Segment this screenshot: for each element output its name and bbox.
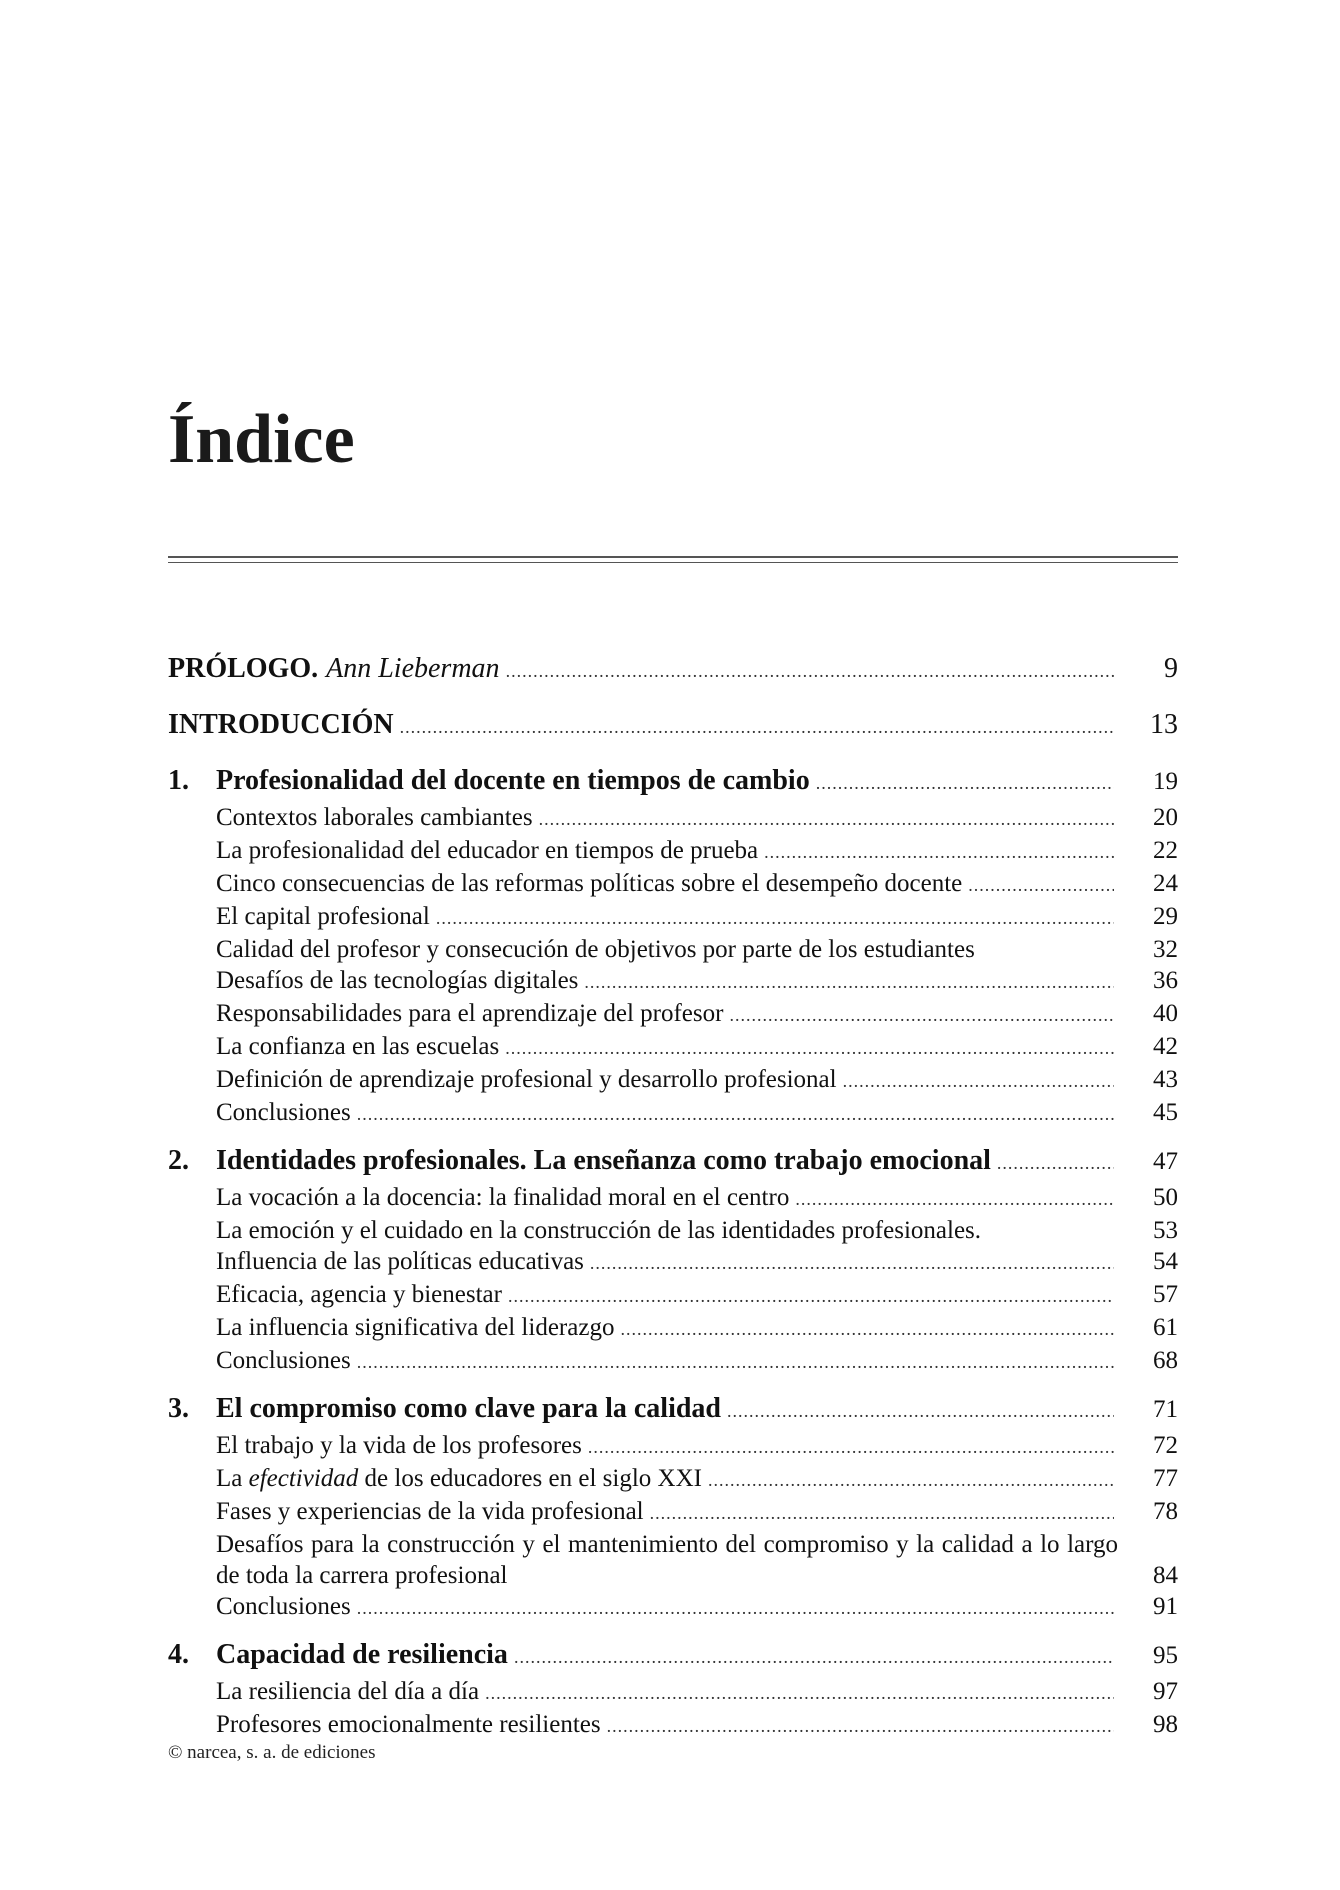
toc-section[interactable]: [168, 1279, 1178, 1312]
dot-leader: [539, 804, 1114, 835]
toc-page-number: 68: [1153, 1347, 1178, 1374]
toc-page-number: 95: [1153, 1642, 1178, 1669]
dot-leader: [505, 1033, 1114, 1064]
toc-chapter-4[interactable]: [168, 1636, 1178, 1676]
toc-chapter-3[interactable]: [168, 1390, 1178, 1430]
toc-section[interactable]: [168, 1529, 1178, 1591]
toc-section[interactable]: [168, 1031, 1178, 1064]
title-divider-top: [168, 556, 1178, 558]
dot-leader: [997, 1144, 1114, 1182]
section-title: Conclusiones: [216, 1347, 351, 1374]
toc-page-number: 98: [1153, 1711, 1178, 1738]
toc-page-number: 9: [1164, 653, 1178, 684]
toc-page-number: 57: [1153, 1281, 1178, 1308]
toc-section[interactable]: [168, 1064, 1178, 1097]
toc-section[interactable]: [168, 1430, 1178, 1463]
toc-section[interactable]: [168, 1097, 1178, 1130]
section-title: La confianza en las escuelas: [216, 1033, 500, 1060]
chapter-title: El compromiso como clave para la calidad: [216, 1393, 721, 1424]
toc-page-number: 61: [1153, 1314, 1178, 1341]
toc-section[interactable]: [168, 1246, 1178, 1279]
section-title: Contextos laborales cambiantes: [216, 804, 533, 831]
chapter-number: 2.: [168, 1145, 189, 1176]
toc-entry-author: Ann Lieberman: [326, 653, 500, 684]
section-title: La profesionalidad del educador en tiempos de prueba: [216, 837, 759, 864]
dot-leader: [400, 708, 1114, 746]
toc-page-number: 50: [1153, 1184, 1178, 1211]
toc-section[interactable]: [168, 835, 1178, 868]
section-title: Influencia de las políticas educativas: [216, 1248, 584, 1275]
toc-page-number: 32: [1153, 936, 1178, 963]
toc-section[interactable]: [168, 1182, 1178, 1215]
section-title-part: de los educadores en el siglo XXI: [358, 1465, 702, 1492]
toc-page-number: 13: [1150, 709, 1178, 740]
dot-leader: [607, 1711, 1114, 1742]
dot-leader: [620, 1314, 1114, 1345]
section-title: Conclusiones: [216, 1593, 351, 1620]
toc-entry-introduction[interactable]: [168, 706, 1178, 746]
toc-page-number: 53: [1153, 1217, 1178, 1244]
copyright-footer: © narcea, s. a. de ediciones: [168, 1742, 376, 1763]
chapter-title: Capacidad de resiliencia: [216, 1639, 508, 1670]
chapter-number: 1.: [168, 765, 189, 796]
toc-chapter-1[interactable]: [168, 762, 1178, 802]
toc-page-number: 54: [1153, 1248, 1178, 1275]
chapter-title: Profesionalidad del docente en tiempos de cambio: [216, 765, 810, 796]
dot-leader: [968, 870, 1114, 901]
dot-leader: [357, 1593, 1114, 1624]
section-title: Definición de aprendizaje profesional y desarrollo profesional: [216, 1066, 837, 1093]
dot-leader: [727, 1392, 1114, 1430]
toc-section[interactable]: [168, 1215, 1178, 1246]
toc-section[interactable]: [168, 965, 1178, 998]
toc-page-number: 29: [1153, 903, 1178, 930]
dot-leader: [584, 967, 1114, 998]
toc-page-number: 47: [1153, 1148, 1178, 1175]
dot-leader: [764, 837, 1114, 868]
page-title: Índice: [168, 401, 355, 478]
section-title: El capital profesional: [216, 903, 430, 930]
chapter-number: 3.: [168, 1393, 189, 1424]
dot-leader: [843, 1066, 1114, 1097]
toc-section[interactable]: [168, 901, 1178, 934]
table-of-contents: [168, 650, 1178, 1754]
dot-leader: [436, 903, 1114, 934]
toc-section[interactable]: [168, 1345, 1178, 1378]
section-title: [216, 1463, 702, 1494]
title-divider-bottom: [168, 562, 1178, 563]
dot-leader: [514, 1638, 1114, 1676]
dot-leader: [485, 1678, 1114, 1709]
section-title: Responsabilidades para el aprendizaje del profesor: [216, 1000, 724, 1027]
section-title: Cinco consecuencias de las reformas políticas sobre el desempeño docente: [216, 870, 963, 897]
toc-page-number: 36: [1153, 967, 1178, 994]
toc-entry-label: INTRODUCCIÓN: [168, 709, 394, 740]
section-title: La influencia significativa del liderazgo: [216, 1314, 615, 1341]
chapter-2-block: [168, 1142, 1178, 1378]
dot-leader: [708, 1465, 1114, 1496]
section-title: La resiliencia del día a día: [216, 1678, 480, 1705]
toc-section[interactable]: [168, 1591, 1178, 1624]
section-title: Fases y experiencias de la vida profesional: [216, 1498, 644, 1525]
chapter-4-block: [168, 1636, 1178, 1742]
chapter-number: 4.: [168, 1639, 189, 1670]
toc-page-number: 97: [1153, 1678, 1178, 1705]
toc-page-number: 20: [1153, 804, 1178, 831]
toc-page-number: 72: [1153, 1432, 1178, 1459]
toc-section[interactable]: [168, 1496, 1178, 1529]
section-title-italic: efectividad: [248, 1465, 359, 1492]
section-title: Eficacia, agencia y bienestar: [216, 1281, 502, 1308]
chapter-title: Identidades profesionales. La enseñanza como trabajo emocional: [216, 1145, 991, 1176]
section-title: Desafíos para la construcción y el mantenimiento del compromiso y la calidad a lo largo de toda la carrera profesional: [216, 1531, 1118, 1589]
dot-leader: [729, 1000, 1114, 1031]
toc-section[interactable]: [168, 1463, 1178, 1496]
toc-page-number: 78: [1153, 1498, 1178, 1525]
toc-page-number: 19: [1153, 768, 1178, 795]
toc-section[interactable]: [168, 998, 1178, 1031]
dot-leader: [357, 1347, 1114, 1378]
chapter-3-block: [168, 1390, 1178, 1624]
toc-page-number: 84: [1153, 1562, 1178, 1589]
section-title: La vocación a la docencia: la finalidad moral en el centro: [216, 1184, 790, 1211]
toc-page-number: 43: [1153, 1066, 1178, 1093]
toc-section[interactable]: [168, 934, 1178, 965]
toc-section[interactable]: [168, 868, 1178, 901]
toc-page-number: 40: [1153, 1000, 1178, 1027]
toc-page-number: 71: [1153, 1396, 1178, 1423]
section-title: Profesores emocionalmente resilientes: [216, 1711, 601, 1738]
toc-page-number: 42: [1153, 1033, 1178, 1060]
toc-page-number: 91: [1153, 1593, 1178, 1620]
dot-leader: [508, 1281, 1114, 1312]
dot-leader: [816, 764, 1114, 802]
section-title: El trabajo y la vida de los profesores: [216, 1432, 582, 1459]
dot-leader: [506, 652, 1114, 690]
dot-leader: [357, 1099, 1114, 1130]
section-title: Desafíos de las tecnologías digitales: [216, 967, 579, 994]
toc-page-number: 77: [1153, 1465, 1178, 1492]
toc-section[interactable]: [168, 1312, 1178, 1345]
toc-section[interactable]: [168, 1709, 1178, 1742]
dot-leader: [650, 1498, 1114, 1529]
section-title: Conclusiones: [216, 1099, 351, 1126]
dot-leader: [588, 1432, 1114, 1463]
section-title: Calidad del profesor y consecución de objetivos por parte de los estudiantes: [216, 936, 975, 963]
toc-page-number: 22: [1153, 837, 1178, 864]
toc-section[interactable]: [168, 1676, 1178, 1709]
toc-section[interactable]: [168, 802, 1178, 835]
chapter-1-block: [168, 762, 1178, 1130]
toc-chapter-2[interactable]: [168, 1142, 1178, 1182]
dot-leader: [590, 1248, 1114, 1279]
toc-page-number: 45: [1153, 1099, 1178, 1126]
section-title: La emoción y el cuidado en la construcción de las identidades profesionales.: [216, 1217, 982, 1244]
section-title-part: La: [216, 1465, 249, 1492]
dot-leader: [795, 1184, 1114, 1215]
toc-page-number: 24: [1153, 870, 1178, 897]
toc-entry-prologue[interactable]: [168, 650, 1178, 690]
toc-entry-label: PRÓLOGO.: [168, 653, 319, 684]
